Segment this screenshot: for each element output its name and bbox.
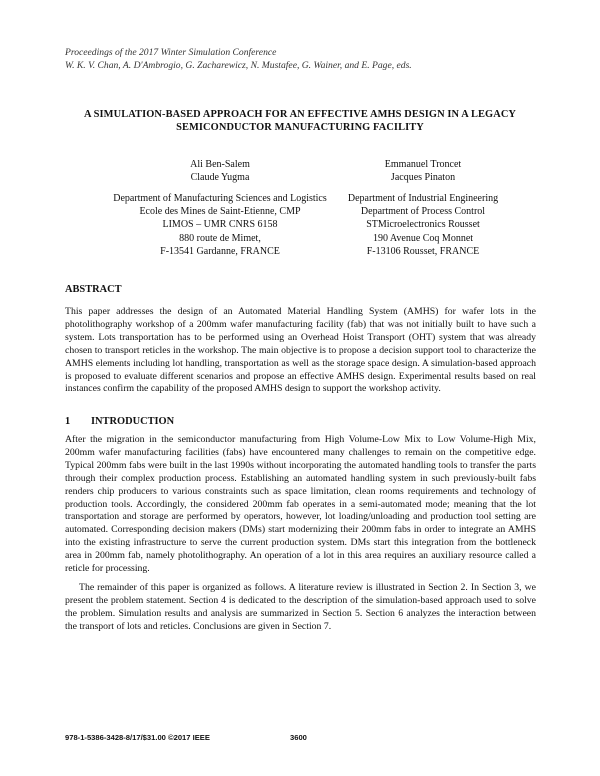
editors-line: W. K. V. Chan, A. D'Ambrogio, G. Zacharewicz, N. Mustafee, G. Wainer, and E. Page, eds. <box>65 60 412 71</box>
affiliation-right <box>318 192 528 258</box>
affiliation-line: LIMOS – UMR CNRS 6158 <box>162 219 278 231</box>
affiliation-line: Ecole des Mines de Saint-Etienne, CMP <box>139 206 301 218</box>
affiliation-line: STMicroelectronics Rousset <box>366 219 480 231</box>
author-name: Emmanuel Troncet <box>384 159 462 170</box>
section-title: INTRODUCTION <box>91 416 175 427</box>
abstract-heading: ABSTRACT <box>65 284 122 295</box>
introduction-paragraph-2: The remainder of this paper is organized as follows. A literature review is illustrated in Section 2. In Section 3, we present the problem statement. Section 4 is dedicated to the description of the simulation-based approach used to solve the problem. Simulation results and analysis are summarized in Section 5. Section 6 analyzes the interaction between the transport of lots and reticles. Conclusions are given in Section 7. <box>65 582 536 632</box>
conference-name: Proceedings of the 2017 Winter Simulation Conference <box>65 47 277 58</box>
introduction-heading <box>65 416 174 427</box>
affiliation-line: Department of Process Control <box>360 206 486 218</box>
authors-left <box>120 158 320 184</box>
affiliation-line: 190 Avenue Coq Monnet <box>372 232 474 244</box>
author-name: Claude Yugma <box>190 172 250 184</box>
affiliation-line: 880 route de Mimet, <box>179 232 261 244</box>
affiliation-line: F-13106 Rousset, FRANCE <box>366 245 480 257</box>
author-name: Jacques Pinaton <box>390 172 456 184</box>
author-name: Ali Ben-Salem <box>190 159 250 170</box>
authors-right <box>318 158 528 184</box>
section-number: 1 <box>65 416 71 427</box>
paper-title <box>40 108 560 134</box>
page-number: 3600 <box>290 733 307 742</box>
affiliation-line: Department of Industrial Engineering <box>347 193 499 204</box>
abstract-text: This paper addresses the design of an Automated Material Handling System (AMHS) for wafer lots in the photolithography workshop of a 200mm wafer manufacturing facility (fab) that was not initially built to have such a system. Lots transportation has to be performed using an Overhead Hoist Transport (OHT) system that was already chosen to transport reticles in the workshop. The main objective is to propose a decision support tool to characterize the AMHS elements including lot handling, transportation as well as the storage space design. A simulation-based approach is proposed to evaluate different scenarios and propose an effective AMHS design. Experimental results based on real instances confirm the capability of the proposed AMHS design to support the workshop activity. <box>65 306 536 395</box>
title-line-1: A SIMULATION-BASED APPROACH FOR AN EFFECTIVE AMHS DESIGN IN A LEGACY <box>83 109 517 120</box>
copyright-footer: 978-1-5386-3428-8/17/$31.00 ©2017 IEEE <box>65 733 210 742</box>
proceedings-header <box>65 46 412 72</box>
affiliation-line: Department of Manufacturing Sciences and Logistics <box>113 193 327 204</box>
introduction-paragraph-1: After the migration in the semiconductor manufacturing from High Volume-Low Mix to Low Volume-High Mix, 200mm wafer manufacturing facilities (fabs) have encountered many challenges to remain on the competitive edge. Typical 200mm fabs were built in the last 1990s without incorporating the automated handling tools to transfer the parts through their complex production process. Establishing an automated handling system in such previously-built fabs renders chip producers to various constraints such as space limitation, clean rooms requirements and technology of production tools. Accordingly, the considered 200mm fab operates in a semi-automated mode; meaning that the lot transportation and storage are performed by operators, however, lot loading/unloading and production tool setting are automated. Corresponding decision makers (DMs) start modernizing their 200mm fabs in order to integrate an AMHS into the existing infrastructure to serve the current production system. DMs start this integration from the bottleneck area in 200mm fab, namely photolithography. An operation of a lot in this area requires an auxiliary resource called a reticle for processing. <box>65 434 536 575</box>
affiliation-left <box>100 192 340 258</box>
title-line-2: SEMICONDUCTOR MANUFACTURING FACILITY <box>176 122 424 133</box>
affiliation-line: F-13541 Gardanne, FRANCE <box>160 245 280 257</box>
